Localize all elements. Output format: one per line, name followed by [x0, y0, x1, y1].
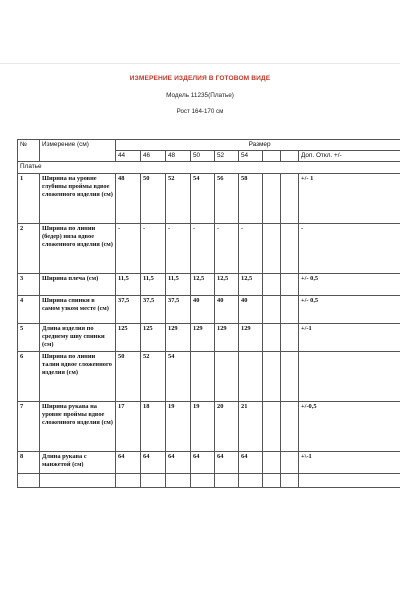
size-value: 54 — [166, 351, 191, 401]
tolerance-value: +\-1 — [299, 451, 400, 473]
section-row — [18, 162, 400, 173]
size-value — [281, 351, 299, 401]
table-row — [18, 401, 400, 451]
empty-cell — [191, 473, 215, 487]
size-value — [281, 223, 299, 273]
empty-cell — [141, 473, 166, 487]
col-header-size: Размер — [116, 140, 400, 151]
table-row — [18, 323, 400, 351]
row-number: 8 — [18, 451, 40, 473]
empty-cell — [166, 473, 191, 487]
size-header-cell — [263, 151, 281, 162]
size-value: 40 — [191, 295, 215, 323]
empty-cell — [239, 473, 263, 487]
size-value: - — [116, 223, 141, 273]
size-value: 11,5 — [141, 273, 166, 295]
size-value: - — [166, 223, 191, 273]
size-value: - — [239, 223, 263, 273]
tolerance-value: +/-0,5 — [299, 401, 400, 451]
size-value: 58 — [239, 173, 263, 223]
tolerance-value — [299, 351, 400, 401]
size-header-cell: 50 — [191, 151, 215, 162]
measurement-name: Длина изделия по среднему шву спинки (см) — [40, 323, 116, 351]
col-header-tolerance: Доп. Откл. +/- — [299, 151, 400, 162]
size-value: 56 — [215, 173, 239, 223]
measurement-name: Длина рукава с манжетой (см) — [40, 451, 116, 473]
measurement-name: Ширина по линии талии вдвое сложенного изделия (см) — [40, 351, 116, 401]
col-header-number: № — [18, 140, 40, 162]
size-value: 52 — [166, 173, 191, 223]
size-value: 12,5 — [215, 273, 239, 295]
size-header-cell: 44 — [116, 151, 141, 162]
row-number: 1 — [18, 173, 40, 223]
size-value — [263, 323, 281, 351]
size-value: - — [141, 223, 166, 273]
row-number: 7 — [18, 401, 40, 451]
size-value: 64 — [239, 451, 263, 473]
empty-row — [18, 473, 400, 487]
table-row — [18, 351, 400, 401]
size-value — [281, 173, 299, 223]
table-row — [18, 223, 400, 273]
size-value — [263, 295, 281, 323]
size-value: 125 — [141, 323, 166, 351]
size-value — [263, 173, 281, 223]
size-value: 48 — [116, 173, 141, 223]
size-header-cell: 48 — [166, 151, 191, 162]
col-header-measure: Измерение (см) — [40, 140, 116, 162]
size-value — [281, 323, 299, 351]
section-label: Платье — [18, 162, 400, 173]
size-value — [263, 223, 281, 273]
size-value: 64 — [116, 451, 141, 473]
size-value: 129 — [239, 323, 263, 351]
tolerance-value: +/- 0,5 — [299, 273, 400, 295]
size-table — [17, 139, 400, 488]
empty-cell — [18, 473, 40, 487]
size-value — [281, 295, 299, 323]
size-value — [263, 451, 281, 473]
table-row — [18, 295, 400, 323]
size-value: 129 — [191, 323, 215, 351]
size-value: 52 — [141, 351, 166, 401]
empty-cell — [263, 473, 281, 487]
size-value: 17 — [116, 401, 141, 451]
tolerance-value: +/-1 — [299, 323, 400, 351]
size-value: 11,5 — [166, 273, 191, 295]
size-value: 64 — [191, 451, 215, 473]
document-title: ИЗМЕРЕНИЕ ИЗДЕЛИЯ В ГОТОВОМ ВИДЕ — [129, 75, 271, 82]
size-value — [263, 273, 281, 295]
size-value: - — [191, 223, 215, 273]
row-number: 3 — [18, 273, 40, 295]
empty-cell — [116, 473, 141, 487]
size-value: 37,5 — [141, 295, 166, 323]
size-value: 50 — [141, 173, 166, 223]
row-number: 5 — [18, 323, 40, 351]
size-value: 54 — [191, 173, 215, 223]
size-value — [281, 451, 299, 473]
size-value: 129 — [215, 323, 239, 351]
size-value — [263, 351, 281, 401]
model-name: Модель 11235(Платье) — [166, 92, 234, 99]
measurement-name: Ширина рукава на уровне проймы вдвое сложенного изделия (см) — [40, 401, 116, 451]
size-value: 40 — [215, 295, 239, 323]
tolerance-value: +/- 1 — [299, 173, 400, 223]
size-value: 12,5 — [239, 273, 263, 295]
size-value: 11,5 — [116, 273, 141, 295]
size-value: 37,5 — [116, 295, 141, 323]
row-number: 2 — [18, 223, 40, 273]
tolerance-value: +/- 0,5 — [299, 295, 400, 323]
size-value: - — [215, 223, 239, 273]
size-header-cell — [281, 151, 299, 162]
table-row — [18, 273, 400, 295]
height-range: Рост 164-170 см — [176, 108, 224, 115]
top-divider — [0, 63, 400, 64]
size-value: 37,5 — [166, 295, 191, 323]
size-value: 18 — [141, 401, 166, 451]
size-value: 21 — [239, 401, 263, 451]
size-value: 40 — [239, 295, 263, 323]
size-header-cell: 54 — [239, 151, 263, 162]
size-value — [263, 401, 281, 451]
size-value — [191, 351, 215, 401]
size-header-cell: 46 — [141, 151, 166, 162]
size-value — [281, 273, 299, 295]
size-value — [281, 401, 299, 451]
size-value — [215, 351, 239, 401]
measurement-name: Ширина плеча (см) — [40, 273, 116, 295]
size-value: 64 — [215, 451, 239, 473]
empty-cell — [299, 473, 400, 487]
measurement-name: Ширина на уровне глубины проймы вдвое сложенного изделия (см) — [40, 173, 116, 223]
measurement-name: Ширина по линии (бедер) низа вдвое сложенного изделия (см) — [40, 223, 116, 273]
size-value: 125 — [116, 323, 141, 351]
size-value: 19 — [191, 401, 215, 451]
empty-cell — [215, 473, 239, 487]
measurement-name: Ширина спинки в самом узком месте (см) — [40, 295, 116, 323]
row-number: 4 — [18, 295, 40, 323]
tolerance-value: - — [299, 223, 400, 273]
size-value: 50 — [116, 351, 141, 401]
table-row — [18, 451, 400, 473]
size-value: 19 — [166, 401, 191, 451]
size-value: 20 — [215, 401, 239, 451]
size-value: 129 — [166, 323, 191, 351]
size-value — [239, 351, 263, 401]
empty-cell — [281, 473, 299, 487]
size-value: 12,5 — [191, 273, 215, 295]
row-number: 6 — [18, 351, 40, 401]
size-value: 64 — [166, 451, 191, 473]
size-value: 64 — [141, 451, 166, 473]
size-header-cell: 52 — [215, 151, 239, 162]
empty-cell — [40, 473, 116, 487]
table-row — [18, 173, 400, 223]
